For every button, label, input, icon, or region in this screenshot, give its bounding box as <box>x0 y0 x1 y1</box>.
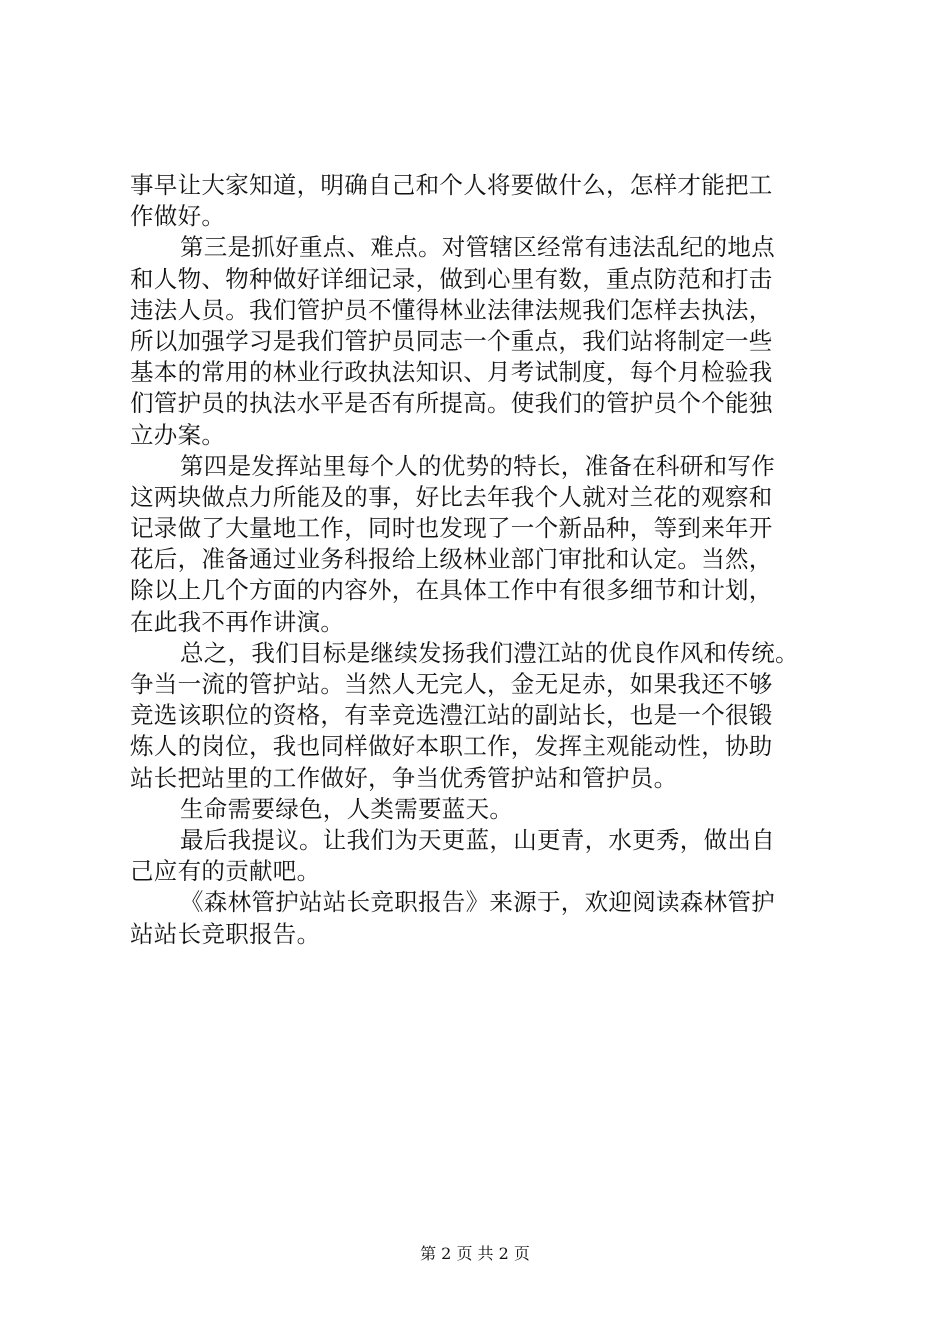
text-line: 事早让大家知道，明确自己和个人将要做什么，怎样才能把工 <box>130 171 773 199</box>
text-line: 争当一流的管护站。当然人无完人，金无足赤，如果我还不够 <box>130 670 773 698</box>
text-line: 竞选该职位的资格，有幸竞选澧江站的副站长，也是一个很锻 <box>130 701 773 730</box>
text-line: 除以上几个方面的内容外，在具体工作中有很多细节和计划， <box>130 576 773 605</box>
text-line: 站长把站里的工作做好，争当优秀管护站和管护员。 <box>130 763 678 792</box>
text-line: 在此我不再作讲演。 <box>130 607 345 636</box>
text-line: 记录做了大量地工作，同时也发现了一个新品种，等到来年开 <box>130 514 773 543</box>
paragraph-start-line: 第四是发挥站里每个人的优势的特长，准备在科研和写作 <box>180 451 775 480</box>
paragraph-start-line: 生命需要绿色，人类需要蓝天。 <box>180 794 514 823</box>
text-line: 立办案。 <box>130 420 226 449</box>
document-body <box>130 170 830 950</box>
text-line: 和人物、物种做好详细记录，做到心里有数，重点防范和打击 <box>130 264 773 293</box>
paragraph-start-line: 最后我提议。让我们为天更蓝，山更青，水更秀，做出自 <box>180 825 775 854</box>
text-line: 站站长竞职报告。 <box>130 919 321 948</box>
text-line: 炼人的岗位，我也同样做好本职工作，发挥主观能动性，协助 <box>130 732 773 761</box>
text-line: 这两块做点力所能及的事，好比去年我个人就对兰花的观察和 <box>130 482 773 511</box>
text-line: 花后，准备通过业务科报给上级林业部门审批和认定。当然， <box>130 545 773 574</box>
text-line: 己应有的贡献吧。 <box>130 857 321 886</box>
text-line: 作做好。 <box>130 202 226 231</box>
page-number-footer: 第 2 页 共 2 页 <box>420 1244 530 1263</box>
paragraph-start-line: 《森林管护站站长竞职报告》来源于，欢迎阅读森林管护 <box>180 888 775 917</box>
text-line: 所以加强学习是我们管护员同志一个重点，我们站将制定一些 <box>130 326 773 355</box>
text-line: 违法人员。我们管护员不懂得林业法律法规我们怎样去执法， <box>130 295 773 324</box>
paragraph-start-line: 第三是抓好重点、难点。对管辖区经常有违法乱纪的地点 <box>180 233 775 262</box>
paragraph-start-line: 总之，我们目标是继续发扬我们澧江站的优良作风和传统。 <box>180 638 799 667</box>
text-line: 们管护员的执法水平是否有所提高。使我们的管护员个个能独 <box>130 389 773 418</box>
text-line: 基本的常用的林业行政执法知识、月考试制度，每个月检验我 <box>130 358 773 387</box>
